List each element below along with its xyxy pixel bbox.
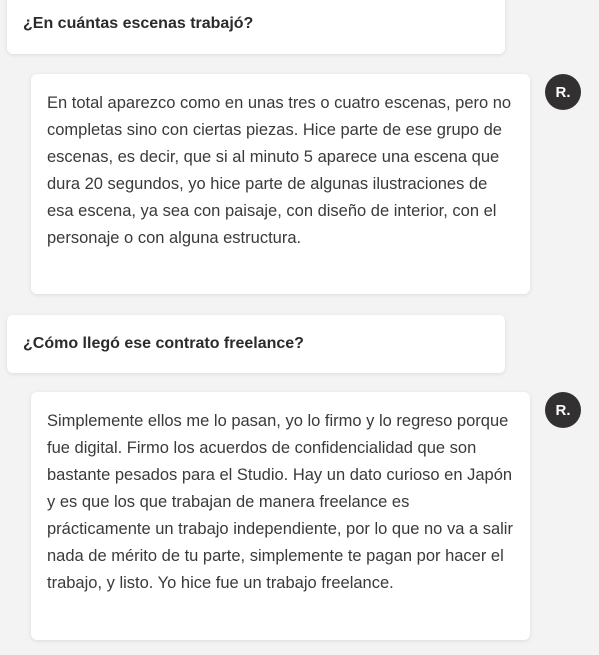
avatar[interactable] xyxy=(545,74,581,110)
answer-card-1 xyxy=(31,74,530,294)
answer-card-2 xyxy=(31,392,530,640)
question-card-1 xyxy=(7,0,505,54)
question-text: ¿Cómo llegó ese contrato freelance? xyxy=(23,335,304,352)
avatar-initial: R. xyxy=(555,401,571,419)
question-card-2 xyxy=(7,315,505,373)
avatar-initial: R. xyxy=(555,83,571,101)
answer-text: Simplemente ellos me lo pasan, yo lo firmo y lo regreso porque fue digital. Firmo los acuerdos de confidencialidad que son bastante pesados para el Studio. Hay un dato curioso en Japón y es que los que trabajan de manera freelance es prácticamente un trabajo independiente, por lo que no va a salir nada de mérito de tu parte, simplemente te pagan por hacer el trabajo, y listo. Yo hice fue un trabajo freelance. xyxy=(47,412,513,592)
question-text: ¿En cuántas escenas trabajó? xyxy=(23,15,254,32)
avatar[interactable] xyxy=(545,392,581,428)
answer-text: En total aparezco como en unas tres o cuatro escenas, pero no completas sino con ciertas piezas. Hice parte de ese grupo de escenas, es decir, que si al minuto 5 aparece una escena que dura 20 segundos, yo hice parte de algunas ilustraciones de esa escena, ya sea con paisaje, con diseño de interior, con el personaje o con alguna estructura. xyxy=(47,94,512,247)
